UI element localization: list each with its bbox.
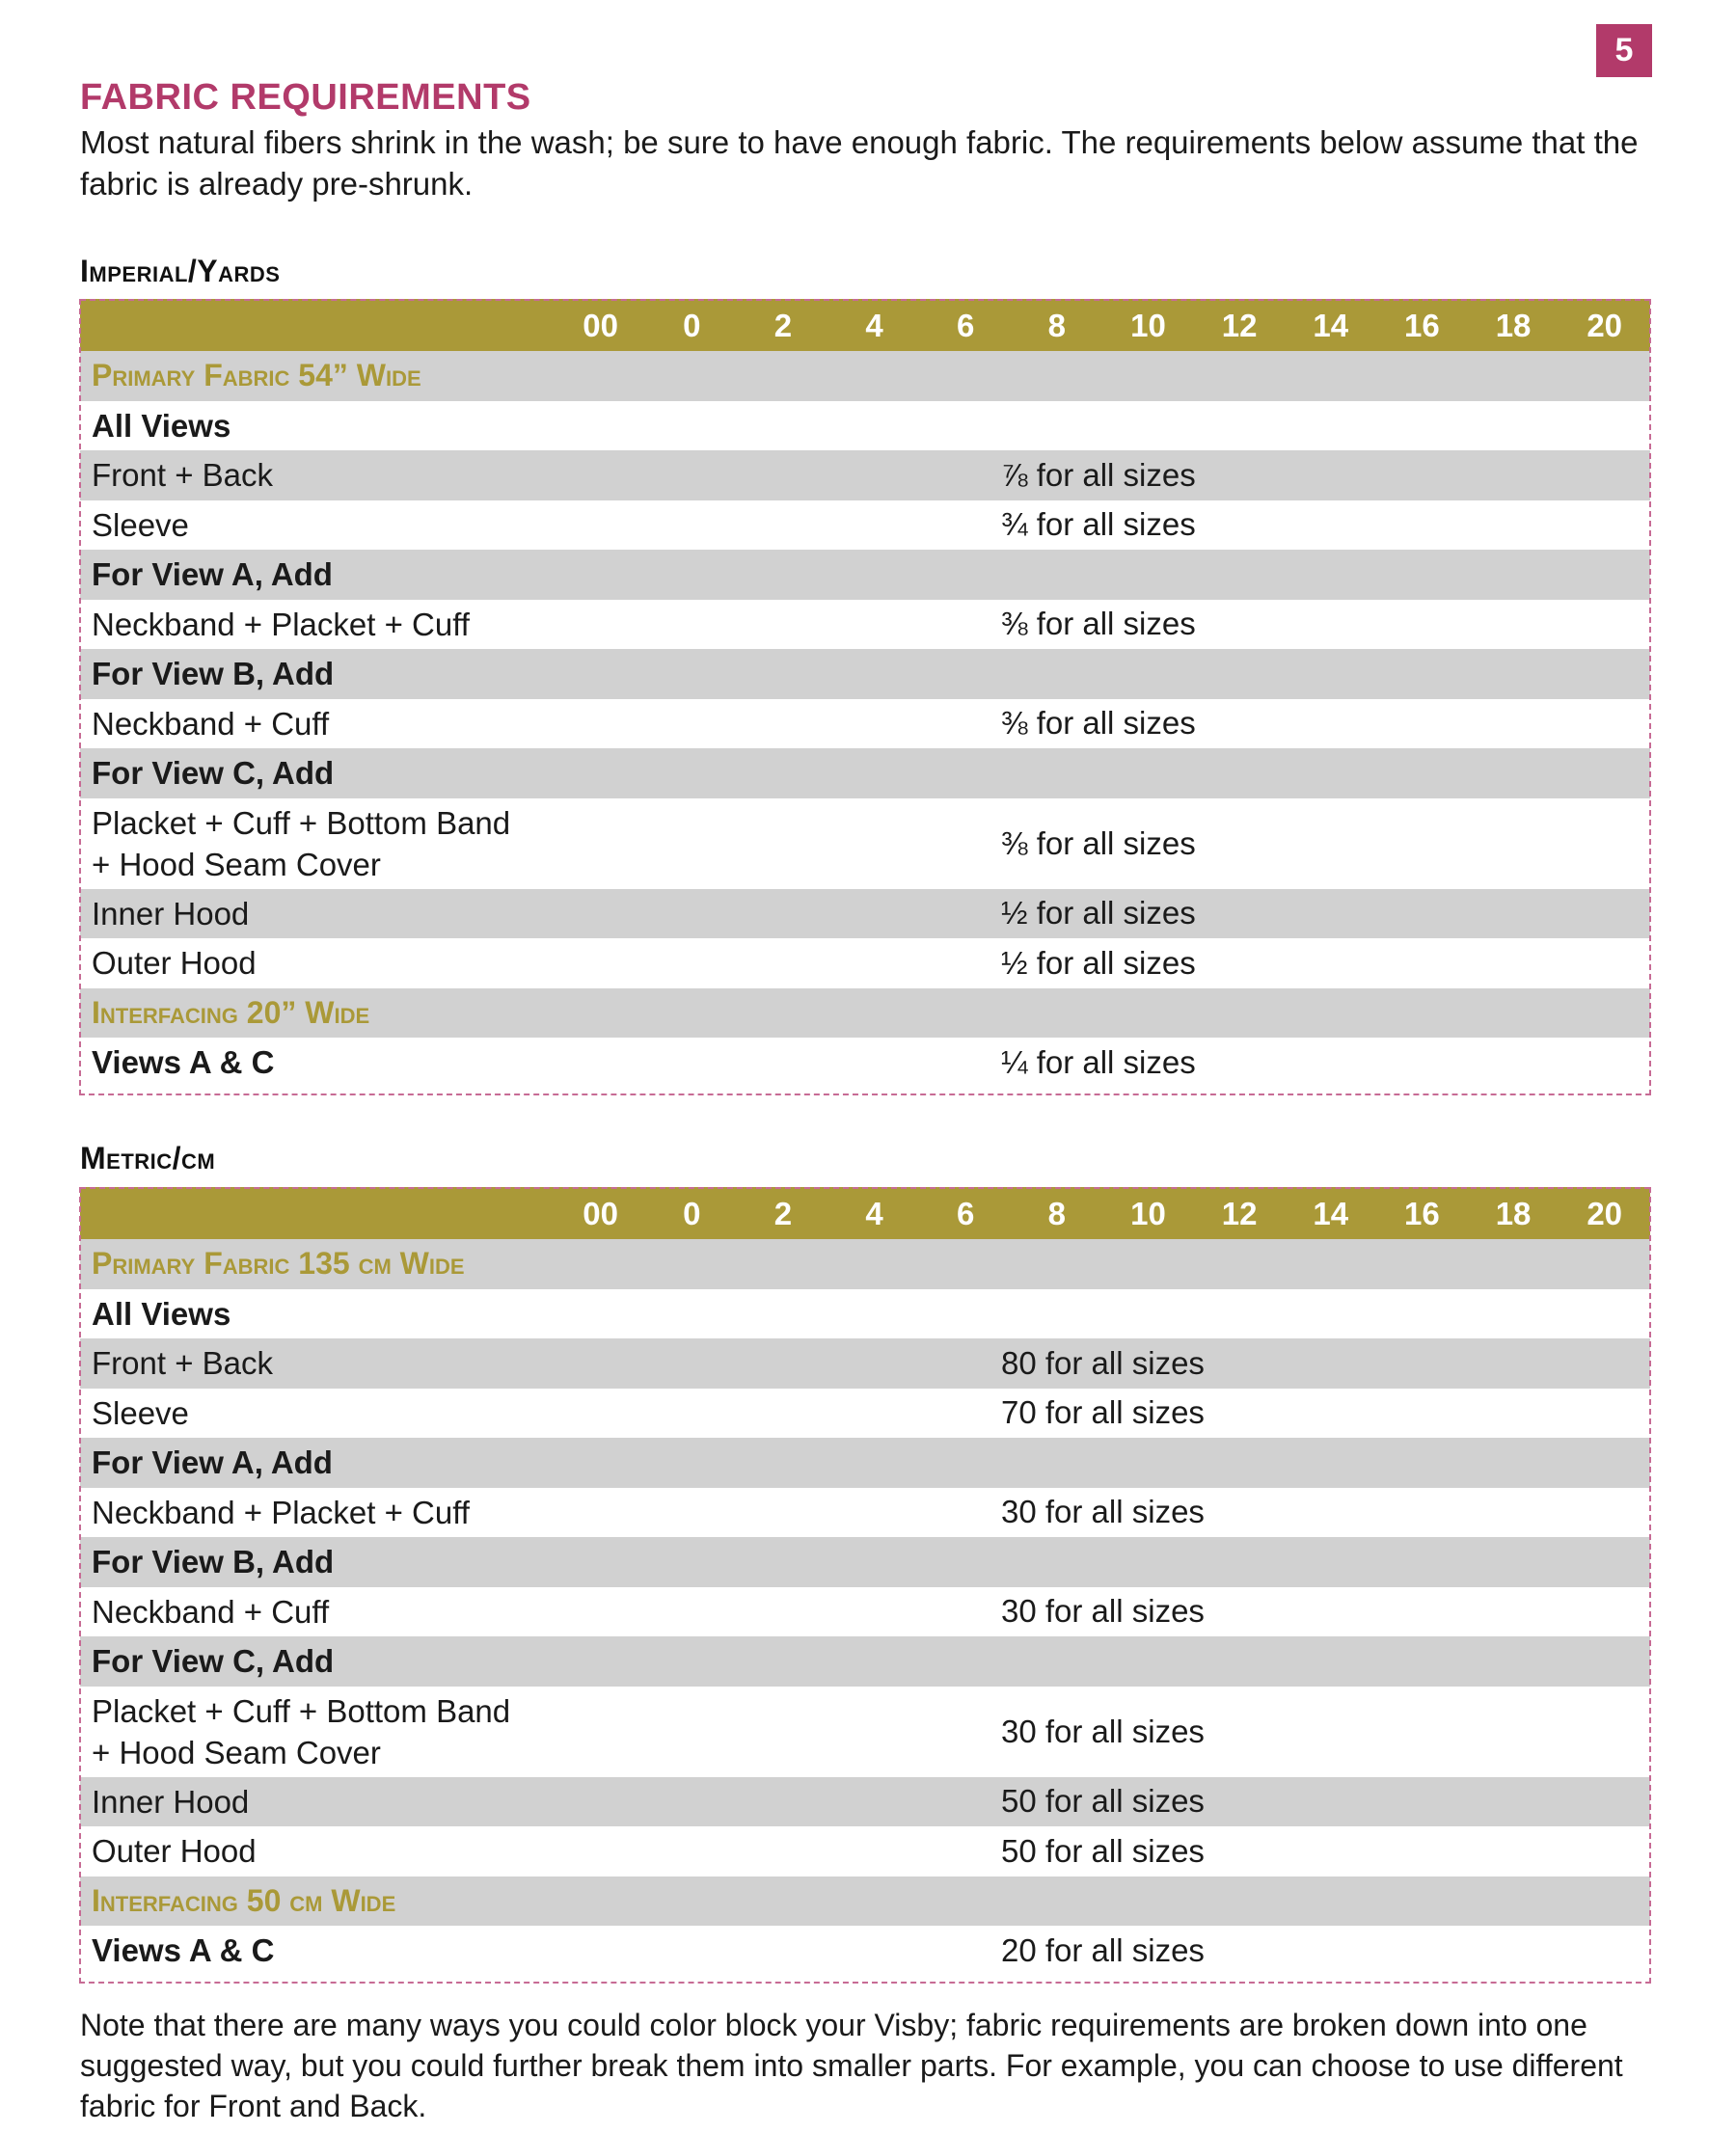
table-row	[80, 748, 1650, 798]
size-6: 6	[957, 308, 975, 343]
row-label: Primary Fabric 135 cm Wide	[92, 1246, 465, 1282]
table-row	[80, 1239, 1650, 1289]
table-row	[80, 450, 1650, 500]
page-title: FABRIC REQUIREMENTS	[80, 77, 531, 118]
row-value: ½ for all sizes	[1001, 944, 1196, 981]
table-row	[80, 1777, 1650, 1827]
table-row	[80, 699, 1650, 749]
table-row	[80, 1876, 1650, 1927]
size-2: 2	[773, 308, 793, 343]
table-row	[80, 401, 1650, 451]
row-label: For View A, Add	[92, 1444, 333, 1481]
size-16: 16	[1404, 308, 1440, 343]
row-value: 70 for all sizes	[1001, 1394, 1205, 1431]
table-row	[80, 1826, 1650, 1876]
row-label-line: Placket + Cuff + Bottom Band	[92, 804, 511, 841]
row-label: All Views	[92, 407, 231, 444]
row-value: 50 for all sizes	[1001, 1783, 1205, 1820]
size-0: 0	[683, 1196, 701, 1231]
row-label	[80, 802, 690, 885]
row-value: 30 for all sizes	[1001, 1494, 1205, 1530]
row-label: For View B, Add	[92, 1544, 335, 1580]
row-label-line: + Hood Seam Cover	[92, 1734, 381, 1770]
size-2: 2	[773, 1196, 793, 1231]
size-8: 8	[1047, 308, 1067, 343]
table-row	[80, 1537, 1650, 1587]
size-00: 00	[583, 1196, 618, 1231]
row-label: Neckband + Cuff	[92, 705, 330, 742]
table-row	[80, 600, 1650, 650]
row-label: Inner Hood	[92, 1783, 250, 1820]
row-label: Front + Back	[92, 1345, 273, 1382]
table-row	[80, 889, 1650, 939]
table-row	[80, 938, 1650, 988]
row-label: All Views	[92, 1295, 231, 1332]
footnote-paragraph: Note that there are many ways you could color block your Visby; fabric requirements are broken down into one suggested way, but you could further break them into smaller parts. For example, you can choose to use different fabric for Front and Back.	[80, 2008, 1623, 2123]
row-label: Sleeve	[92, 506, 189, 543]
size-00: 00	[583, 308, 618, 343]
size-header-row	[80, 1187, 1650, 1239]
row-value: 30 for all sizes	[1001, 1713, 1205, 1749]
table-row	[80, 988, 1650, 1039]
table-row	[80, 1038, 1650, 1088]
row-value: 80 for all sizes	[1001, 1344, 1205, 1381]
size-header-row	[80, 299, 1650, 351]
page-number-badge: 5	[1596, 24, 1652, 77]
table-row	[80, 1488, 1650, 1538]
row-label-line: Placket + Cuff + Bottom Band	[92, 1692, 511, 1729]
size-18: 18	[1495, 1196, 1532, 1231]
row-label: Neckband + Cuff	[92, 1593, 330, 1630]
row-value: ⅜ for all sizes	[1001, 824, 1196, 861]
row-label: Inner Hood	[92, 895, 250, 932]
size-4: 4	[865, 308, 883, 343]
table-row	[80, 1389, 1650, 1439]
size-14: 14	[1313, 308, 1349, 343]
table-row	[80, 1338, 1650, 1389]
row-label: Outer Hood	[92, 945, 257, 982]
row-label: Front + Back	[92, 457, 273, 494]
row-label: Sleeve	[92, 1394, 189, 1431]
size-6: 6	[957, 1196, 975, 1231]
imperial-heading: Imperial/Yards	[80, 254, 281, 288]
row-value: 30 for all sizes	[1001, 1593, 1205, 1630]
size-16: 16	[1404, 1196, 1440, 1231]
row-label-line: + Hood Seam Cover	[92, 846, 381, 882]
row-value: ¾ for all sizes	[1001, 506, 1196, 543]
row-label: Primary Fabric 54” Wide	[92, 358, 421, 393]
table-row	[80, 1438, 1650, 1488]
row-label: For View C, Add	[92, 755, 335, 792]
size-20: 20	[1587, 308, 1623, 343]
table-row	[80, 1289, 1650, 1339]
row-value: 20 for all sizes	[1001, 1931, 1205, 1968]
intro-paragraph: Most natural fibers shrink in the wash; be sure to have enough fabric. The requirements below assume that the fabric is already pre-shrunk.	[80, 124, 1639, 202]
table-row	[80, 500, 1650, 551]
row-label: Neckband + Placket + Cuff	[92, 1494, 470, 1530]
row-value: ⅜ for all sizes	[1001, 606, 1196, 642]
row-label: Neckband + Placket + Cuff	[92, 606, 470, 642]
table-row	[80, 649, 1650, 699]
row-label: Interfacing 50 cm Wide	[92, 1882, 396, 1918]
row-label: Interfacing 20” Wide	[92, 994, 370, 1030]
row-value: ⅜ for all sizes	[1001, 705, 1196, 742]
size-0: 0	[683, 308, 701, 343]
size-4: 4	[865, 1196, 883, 1231]
row-label: Views A & C	[92, 1044, 275, 1081]
row-label	[80, 1690, 690, 1773]
size-10: 10	[1130, 308, 1166, 343]
size-14: 14	[1313, 1196, 1349, 1231]
row-label: For View B, Add	[92, 656, 335, 692]
table-row	[80, 798, 1650, 889]
row-value: ¼ for all sizes	[1001, 1043, 1196, 1080]
size-20: 20	[1587, 1196, 1623, 1231]
table-row	[80, 351, 1650, 401]
row-value: ⅞ for all sizes	[1001, 456, 1196, 493]
row-label: For View C, Add	[92, 1643, 335, 1680]
table-row	[80, 1926, 1650, 1976]
table-row	[80, 550, 1650, 600]
row-label: Outer Hood	[92, 1833, 257, 1870]
row-label: For View A, Add	[92, 556, 333, 593]
row-value: ½ for all sizes	[1001, 895, 1196, 932]
table-row	[80, 1636, 1650, 1687]
size-12: 12	[1221, 308, 1258, 343]
table-row	[80, 1587, 1650, 1637]
size-12: 12	[1221, 1196, 1258, 1231]
row-value: 50 for all sizes	[1001, 1832, 1205, 1869]
metric-table	[80, 1187, 1650, 1976]
row-label: Views A & C	[92, 1932, 275, 1969]
metric-heading: Metric/cm	[80, 1141, 216, 1175]
size-8: 8	[1047, 1196, 1067, 1231]
size-10: 10	[1130, 1196, 1166, 1231]
imperial-table	[80, 299, 1650, 1088]
size-18: 18	[1495, 308, 1532, 343]
table-row	[80, 1687, 1650, 1777]
